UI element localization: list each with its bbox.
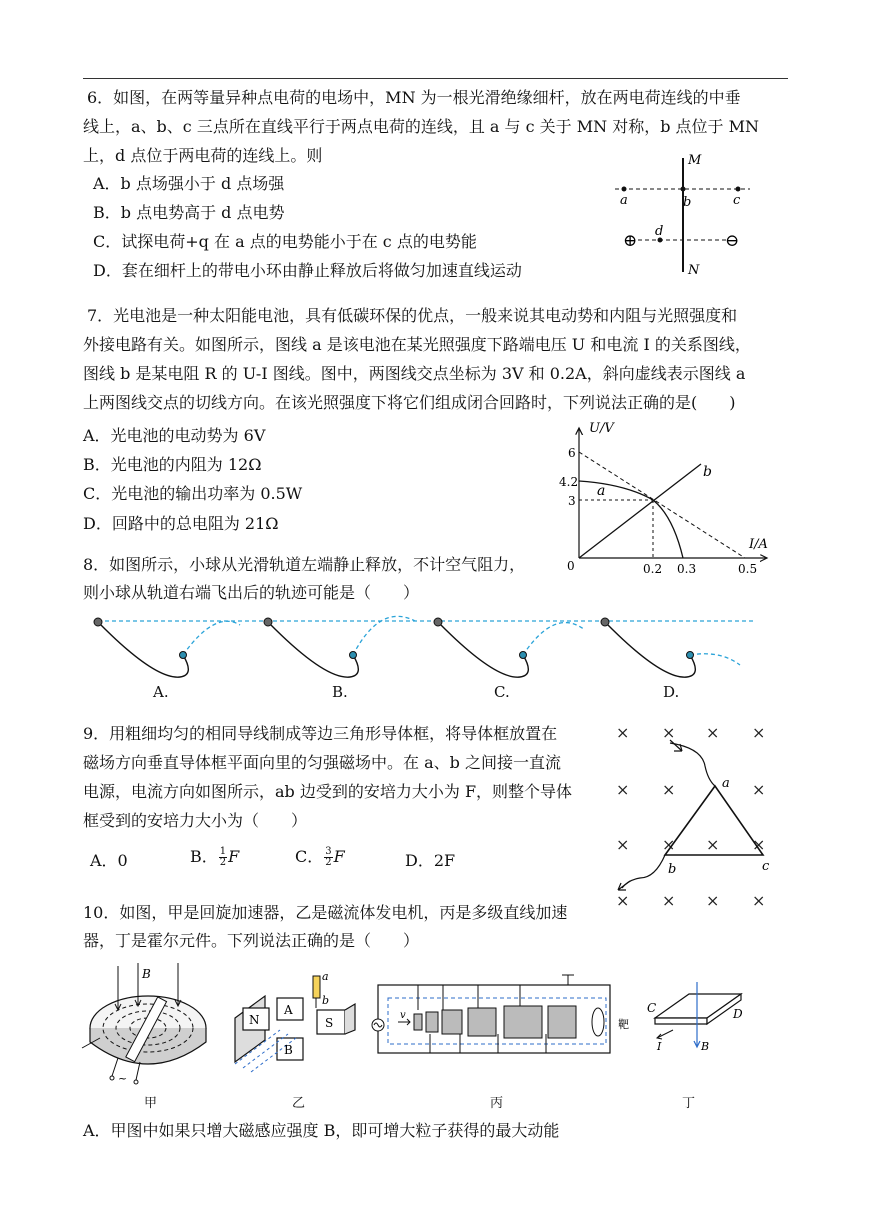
q10-caption-bing: 丙 [490, 1096, 504, 1111]
svg-text:×: × [662, 723, 676, 742]
q9-option-d: D．2F [405, 851, 456, 870]
q10-mhd-terminal-a: a [322, 970, 329, 983]
q10-caption-yi: 乙 [292, 1096, 306, 1111]
q10-hall-d-label: D [733, 1007, 743, 1021]
q7-ytick-3: 3 [568, 494, 576, 508]
q6-line-3: 上，d 点位于两电荷的连线上。则 [83, 146, 323, 165]
q10-caption-ding: 丁 [682, 1096, 696, 1111]
q6-line-1: 6．如图，在两等量异种点电荷的电场中，MN 为一根光滑绝缘细杆，放在两电荷连线的中垂 [87, 88, 741, 107]
q7-option-d: D．回路中的总电阻为 21Ω [83, 514, 279, 533]
q10-mhd-b-plate-label: B [284, 1043, 293, 1057]
q10-cyclotron-ac-symbol: ~ [118, 1072, 128, 1085]
q8-line-2: 则小球从轨道右端飞出后的轨迹可能是（ ） [83, 583, 420, 602]
svg-text:×: × [662, 780, 676, 799]
q9-line-1: 9．用粗细均匀的相同导线制成等边三角形导体框，将导体框放置在 [83, 724, 558, 743]
q6-label-a: a [620, 193, 628, 208]
q6-label-d: d [655, 224, 664, 239]
q7-ytick-4-2: 4.2 [559, 475, 579, 489]
q10-option-a: A．甲图中如果只增大磁感应强度 B，即可增大粒子获得的最大动能 [83, 1121, 560, 1140]
q7-line-3: 图线 b 是某电阻 R 的 U-I 图线。图中，两图线交点坐标为 3V 和 0.2A，斜向虚线表示图线 a [83, 364, 746, 383]
svg-text:×: × [706, 835, 720, 854]
q6-line-2: 线上，a、b、c 三点所在直线平行于两点电荷的连线，且 a 与 c 关于 MN 对称，b 点位于 MN [83, 117, 760, 136]
q10-linac-target-label: 靶 [618, 1018, 629, 1031]
q6-label-m: M [688, 153, 702, 168]
q8-option-b: B. [332, 683, 348, 701]
q10-mhd-terminal-b: b [322, 994, 330, 1007]
q10-line-1: 10．如图，甲是回旋加速器，乙是磁流体发电机，丙是多级直线加速 [83, 903, 568, 922]
q8-option-c: C. [494, 683, 510, 701]
q9-triangle-diagram [610, 718, 780, 913]
q7-line-1: 7．光电池是一种太阳能电池，具有低碳环保的优点，一般来说其电动势和内阻与光照强度和 [87, 306, 738, 325]
svg-text:×: × [706, 891, 720, 910]
q8-line-1: 8．如图所示，小球从光滑轨道左端静止释放，不计空气阻力， [83, 555, 526, 574]
q10-caption-jia: 甲 [144, 1096, 158, 1111]
q7-xtick-0-5: 0.5 [738, 562, 758, 576]
svg-text:×: × [616, 891, 630, 910]
q7-curve-b-label: b [703, 464, 712, 480]
q9-line-2: 磁场方向垂直导体框平面向里的匀强磁场中。在 a、b 之间接一直流 [83, 753, 561, 772]
q10-hall-field-label: B [701, 1040, 710, 1053]
q10-hall-element-figure [645, 980, 755, 1060]
q10-line-2: 器，丁是霍尔元件。下列说法正确的是（ ） [83, 931, 420, 950]
q7-xtick-0-3: 0.3 [677, 562, 697, 576]
q6-positive-charge: ⊕ [623, 231, 638, 251]
q9-label-c: c [762, 859, 770, 874]
q8-option-a: A. [153, 683, 169, 701]
q7-xtick-0-2: 0.2 [643, 562, 663, 576]
q10-cyclotron-b-label: B [142, 967, 151, 981]
top-rule [83, 78, 788, 79]
q8-option-d: D. [663, 683, 680, 701]
q8-track-diagrams [80, 605, 760, 685]
q7-option-c: C．光电池的输出功率为 0.5W [83, 484, 303, 503]
q10-hall-c-label: C [647, 1001, 657, 1015]
q10-linac-v-label: v [400, 1010, 406, 1021]
q9-line-4: 框受到的安培力大小为（ ） [83, 811, 308, 830]
q7-line-2: 外接电路有关。如图所示，图线 a 是该电池在某光照强度下路端电压 U 和电流 I 的关系图线， [83, 335, 751, 354]
svg-text:×: × [616, 723, 630, 742]
q10-mhd-s-label: S [325, 1016, 334, 1030]
svg-text:×: × [752, 835, 766, 854]
q7-ylabel: U/V [589, 421, 614, 436]
q7-line-4: 上两图线交点的切线方向。在该光照强度下将它们组成闭合回路时，下列说法正确的是( ) [83, 393, 736, 412]
svg-text:×: × [752, 780, 766, 799]
q9-option-c: C． $\frac{3}{2}$ F [295, 846, 345, 868]
q6-label-n: N [688, 263, 700, 278]
svg-text:×: × [752, 891, 766, 910]
q9-label-b: b [668, 862, 677, 877]
q7-curve-a-label: a [597, 483, 606, 499]
svg-text:×: × [706, 723, 720, 742]
svg-text:×: × [662, 835, 676, 854]
svg-text:×: × [752, 723, 766, 742]
q6-label-c: c [733, 193, 741, 208]
q10-mhd-generator-figure [225, 968, 365, 1078]
q7-option-a: A．光电池的电动势为 6V [83, 426, 266, 445]
svg-text:×: × [662, 891, 676, 910]
q10-mhd-a-plate-label: A [284, 1003, 293, 1017]
q10-hall-current-label: I [657, 1040, 662, 1053]
q6-option-d: D．套在细杆上的带电小环由静止释放后将做匀加速直线运动 [93, 261, 522, 280]
q9-option-b-fraction: $\frac{1}{2}$ [219, 846, 227, 868]
q7-xlabel: I/A [749, 537, 768, 552]
q7-option-b: B．光电池的内阻为 12Ω [83, 455, 262, 474]
q9-magnetic-field-crosses [616, 723, 765, 910]
q6-option-a: A．b 点场强小于 d 点场强 [93, 174, 285, 193]
q6-option-c: C．试探电荷+q 在 a 点的电势能小于在 c 点的电势能 [93, 232, 477, 251]
q7-origin: 0 [567, 559, 575, 573]
q10-mhd-n-label: N [249, 1013, 260, 1027]
q6-option-b: B．b 点电势高于 d 点电势 [93, 203, 285, 222]
q6-negative-charge: ⊖ [725, 231, 740, 251]
svg-text:×: × [616, 835, 630, 854]
q6-field-diagram [610, 150, 770, 280]
q10-linear-accelerator-figure [368, 970, 638, 1060]
q10-cyclotron-figure [78, 958, 218, 1088]
q9-option-b: B． $\frac{1}{2}$ F [190, 846, 240, 868]
q9-label-a: a [722, 776, 730, 791]
q9-line-3: 电源，电流方向如图所示，ab 边受到的安培力大小为 F，则整个导体 [83, 782, 573, 801]
svg-text:×: × [616, 780, 630, 799]
q7-ui-graph [555, 420, 775, 580]
q6-label-b: b [683, 195, 692, 210]
q7-ytick-6: 6 [568, 446, 576, 460]
q9-option-a: A．0 [90, 851, 128, 870]
q9-option-c-fraction: $\frac{3}{2}$ [325, 846, 332, 868]
